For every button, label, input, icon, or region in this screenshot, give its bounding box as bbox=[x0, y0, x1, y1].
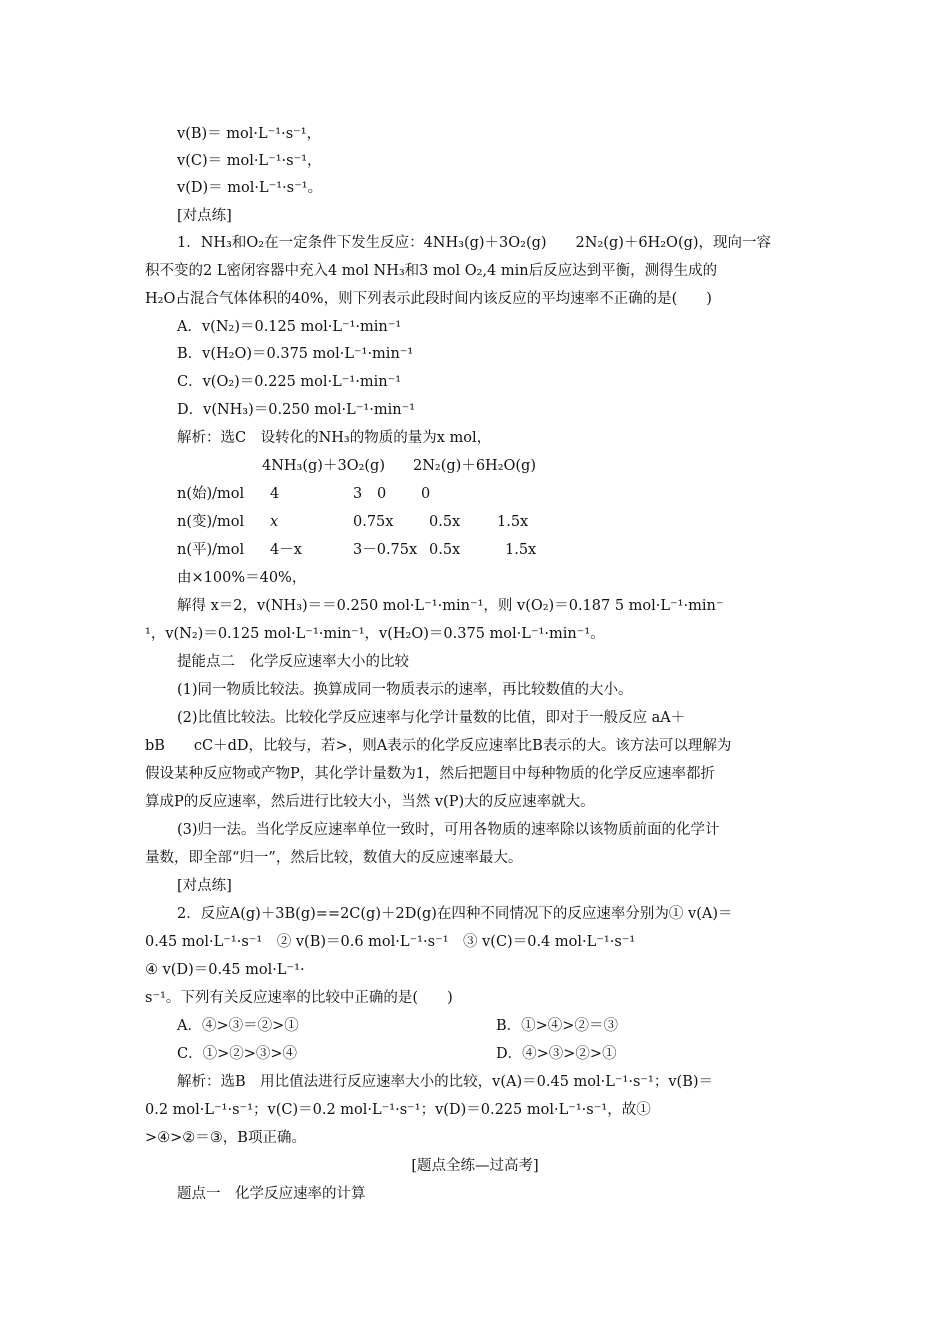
table-cell: 0.5x bbox=[429, 514, 461, 530]
equation-products: 2N₂(g)＋6H₂O(g) bbox=[413, 458, 536, 474]
rate-vD-line: v(D)＝ mol·L⁻¹·s⁻¹。 bbox=[177, 180, 323, 196]
rate-vC-line: v(C)＝ mol·L⁻¹·s⁻¹， bbox=[177, 153, 322, 169]
method-3: 量数，即全部“归一”，然后比较，数值大的反应速率最大。 bbox=[145, 850, 523, 866]
table-cell: 3 bbox=[353, 486, 363, 502]
analysis-line: >④>②＝③，B项正确。 bbox=[145, 1130, 306, 1146]
table-cell: 1.5x bbox=[497, 514, 529, 530]
analysis-line: 解析：选C 设转化的NH₃的物质的量为x mol， bbox=[177, 430, 492, 446]
option-c: C．①>②>③>④ bbox=[177, 1046, 298, 1062]
row-label: n(始)/mol bbox=[177, 486, 245, 502]
row-label: n(变)/mol bbox=[177, 514, 245, 530]
option-a: A．④>③＝②>① bbox=[177, 1018, 299, 1034]
option-b: B．①>④>②＝③ bbox=[496, 1018, 618, 1034]
table-cell: 3－0.75x bbox=[353, 542, 418, 558]
calc-line: ¹，v(N₂)＝0.125 mol·L⁻¹·min⁻¹，v(H₂O)＝0.375 mol·L⁻¹·min⁻¹。 bbox=[145, 626, 605, 642]
section-banner: [题点全练—过高考] bbox=[411, 1158, 539, 1174]
question-2-stem: ④ v(D)＝0.45 mol·L⁻¹· bbox=[145, 962, 305, 978]
question-1-stem: 1．NH₃和O₂在一定条件下发生反应：4NH₃(g)＋3O₂(g) 2N₂(g)＋6H₂O(g)，现向一容 bbox=[177, 235, 772, 251]
analysis-line: 解析：选B 用比值法进行反应速率大小的比较，v(A)＝0.45 mol·L⁻¹·s⁻¹；v(B)＝ bbox=[177, 1074, 714, 1090]
calc-line: 解得 x＝2，v(NH₃)＝＝0.250 mol·L⁻¹·min⁻¹，则 v(O₂)＝0.187 5 mol·L⁻¹·min⁻ bbox=[177, 598, 724, 614]
question-1-stem: 积不变的2 L密闭容器中充入4 mol NH₃和3 mol O₂,4 min后反应达到平衡，测得生成的 bbox=[145, 263, 718, 279]
method-2: 算成P的反应速率，然后进行比较大小，当然 v(P)大的反应速率就大。 bbox=[145, 794, 595, 810]
practice-tag: [对点练] bbox=[177, 878, 232, 894]
table-cell: 4 bbox=[270, 486, 280, 502]
topic-heading: 题点一 化学反应速率的计算 bbox=[177, 1186, 366, 1202]
table-cell: 1.5x bbox=[505, 542, 537, 558]
question-2-stem: s⁻¹。下列有关反应速率的比较中正确的是( ) bbox=[145, 990, 453, 1006]
table-cell: 0 bbox=[421, 486, 431, 502]
calc-line: 由×100%＝40%， bbox=[177, 570, 307, 586]
table-cell: 0.5x bbox=[429, 542, 461, 558]
question-2-stem: 2．反应A(g)＋3B(g)==2C(g)＋2D(g)在四种不同情况下的反应速率分别为① v(A)＝ bbox=[177, 906, 733, 922]
question-1-stem: H₂O占混合气体体积的40%，则下列表示此段时间内该反应的平均速率不正确的是( ) bbox=[145, 291, 712, 307]
option-d: D．v(NH₃)＝0.250 mol·L⁻¹·min⁻¹ bbox=[177, 402, 416, 418]
method-2: bB cC＋dD，比较与，若>，则A表示的化学反应速率比B表示的大。该方法可以理解为 bbox=[145, 738, 732, 754]
question-2-stem: 0.45 mol·L⁻¹·s⁻¹ ② v(B)＝0.6 mol·L⁻¹·s⁻¹ ③ v(C)＝0.4 mol·L⁻¹·s⁻¹ bbox=[145, 934, 636, 950]
method-2: 假设某种反应物或产物P，其化学计量数为1，然后把题目中每种物质的化学反应速率都折 bbox=[145, 766, 715, 782]
table-cell: 0.75x bbox=[353, 514, 394, 530]
rate-vB-line: v(B)＝ mol·L⁻¹·s⁻¹， bbox=[177, 126, 322, 142]
table-cell: 4－x bbox=[270, 542, 302, 558]
option-b: B．v(H₂O)＝0.375 mol·L⁻¹·min⁻¹ bbox=[177, 346, 414, 362]
practice-tag: [对点练] bbox=[177, 208, 232, 224]
option-d: D．④>③>②>① bbox=[496, 1046, 617, 1062]
row-label: n(平)/mol bbox=[177, 542, 245, 558]
table-cell: x bbox=[270, 514, 279, 530]
method-1: (1)同一物质比较法。换算成同一物质表示的速率，再比较数值的大小。 bbox=[177, 682, 633, 698]
equation-reactants: 4NH₃(g)＋3O₂(g) bbox=[262, 458, 385, 474]
section-heading: 提能点二 化学反应速率大小的比较 bbox=[177, 654, 409, 670]
analysis-line: 0.2 mol·L⁻¹·s⁻¹；v(C)＝0.2 mol·L⁻¹·s⁻¹；v(D)＝0.225 mol·L⁻¹·s⁻¹，故① bbox=[145, 1102, 651, 1118]
table-cell: 0 bbox=[377, 486, 387, 502]
method-3: (3)归一法。当化学反应速率单位一致时，可用各物质的速率除以该物质前面的化学计 bbox=[177, 822, 720, 838]
option-a: A．v(N₂)＝0.125 mol·L⁻¹·min⁻¹ bbox=[177, 319, 402, 335]
option-c: C．v(O₂)＝0.225 mol·L⁻¹·min⁻¹ bbox=[177, 374, 402, 390]
method-2: (2)比值比较法。比较化学反应速率与化学计量数的比值，即对于一般反应 aA＋ bbox=[177, 710, 686, 726]
